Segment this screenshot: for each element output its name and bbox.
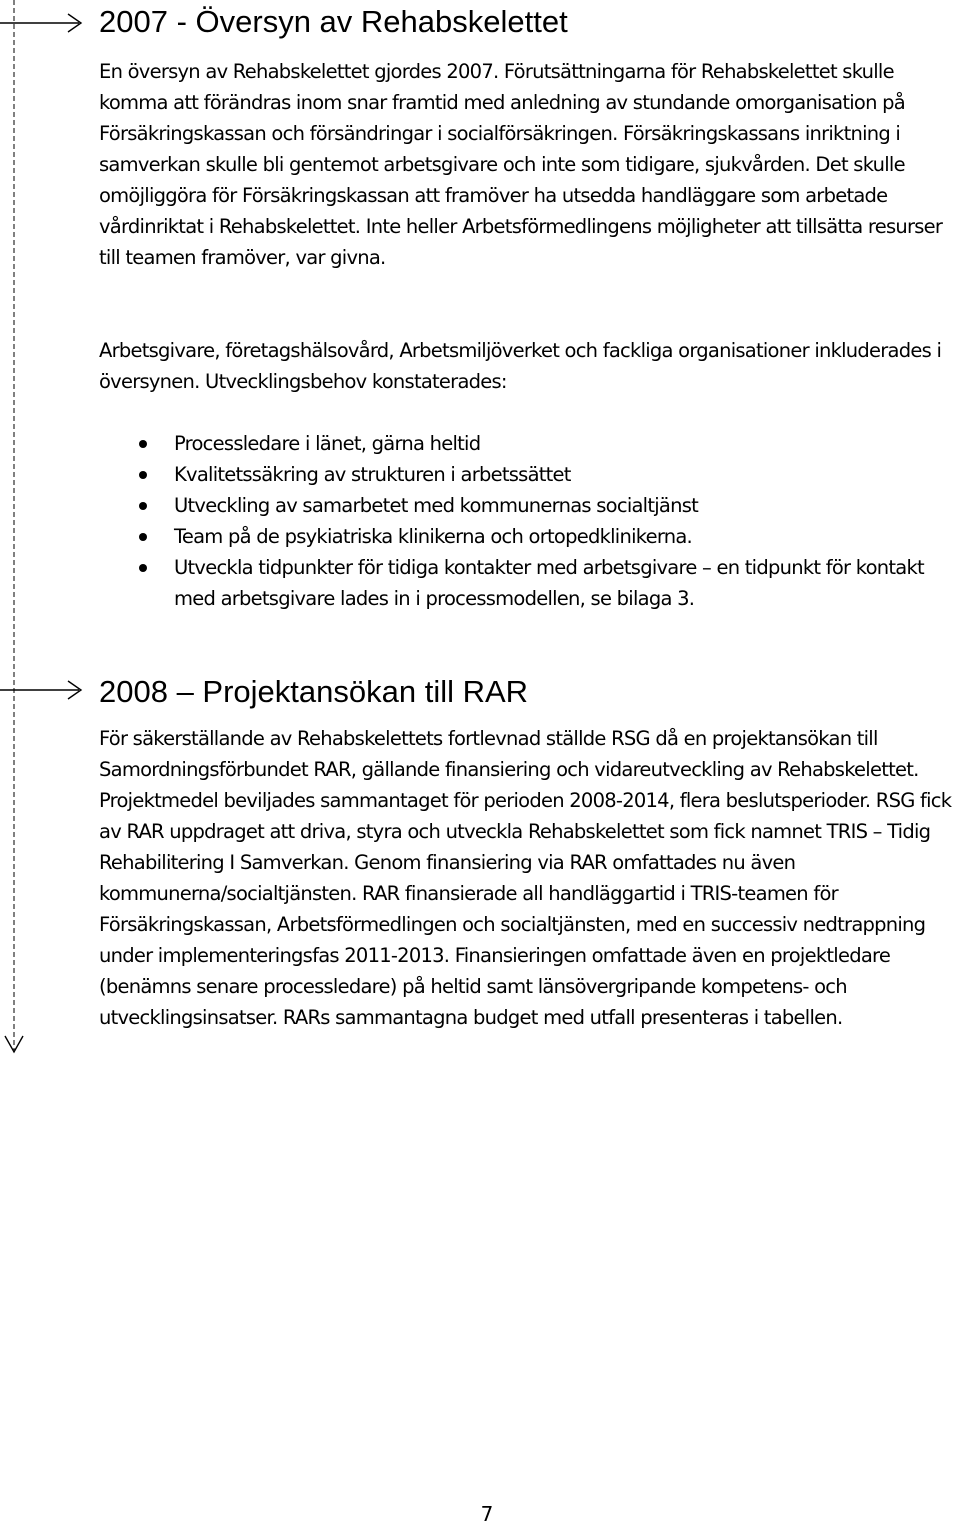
paragraph-2007-intro: En översyn av Rehabskelettet gjordes 2007. Förutsättningarna för Rehabskelettet skulle komma att förändras inom snar framtid med anledning av stundande omorganisation på Försäkringskassan och försändringar i socialförsäkringen. Försäkringskassans inriktning i samverkan skulle bli gentemot arbetsgivare och inte som tidigare, sjukvården. Det skulle omöjliggöra för Försäkringskassan att framöver ha utsedda handläggare som arbetade vårdinriktat i Rehabskelettet. Inte heller Arbetsförmedlingens möjligheter att tillsätta resurser till teamen framöver, var givna. [99,60,943,269]
bullet-icon [139,471,147,479]
section-heading-2007: 2007 - Översyn av Rehabskelettet [99,4,568,39]
section-heading-2008: 2008 – Projektansökan till RAR [99,674,529,709]
timeline-arrow-2008 [0,681,81,699]
page-number: 7 [480,1502,494,1526]
bullet-icon [139,564,147,572]
list-item: Utveckla tidpunkter för tidiga kontakter med arbetsgivare – en tidpunkt för kontakt med arbetsgivare lades in i processmodellen, se bilaga 3. [0,552,960,614]
bullet-icon [139,502,147,510]
paragraph-2008-project: För säkerställande av Rehabskelettets fortlevnad ställde RSG då en projektansökan till Samordningsförbundet RAR, gällande finansiering och vidareutveckling av Rehabskelettet. Projektmedel beviljades sammantaget för perioden 2008-2014, flera beslutsperioder. RSG fick av RAR uppdraget att driva, styra och utveckla Rehabskelettet som fick namnet TRIS – Tidig Rehabilitering I Samverkan. Genom finansiering via RAR omfattades nu även kommunerna/socialtjänsten. RAR finansierade all handläggartid i TRIS-teamen för Försäkringskassan, Arbetsförmedlingen och socialtjänsten, med en successiv nedtrappning under implementeringsfas 2011-2013. Finansieringen omfattade även en projektledare (benämns senare processledare) på heltid samt länsövergripande kompetens- och utvecklingsinsatser. RARs sammantagna budget med utfall presenteras i tabellen. [99,727,952,1029]
bullet-icon [139,440,147,448]
list-item: Team på de psykiatriska klinikerna och ortopedklinikerna. [0,521,960,552]
list-item: Processledare i länet, gärna heltid [0,428,960,459]
paragraph-2007-stakeholders: Arbetsgivare, företagshälsovård, Arbetsmiljöverket och fackliga organisationer inkluderades i översynen. Utvecklingsbehov konstaterades: [99,339,942,393]
bullet-icon [139,533,147,541]
list-item: Kvalitetssäkring av strukturen i arbetssättet [0,459,960,490]
development-needs-list [0,428,960,614]
timeline-arrow-2007 [0,14,81,32]
list-item: Utveckling av samarbetet med kommunernas socialtjänst [0,490,960,521]
